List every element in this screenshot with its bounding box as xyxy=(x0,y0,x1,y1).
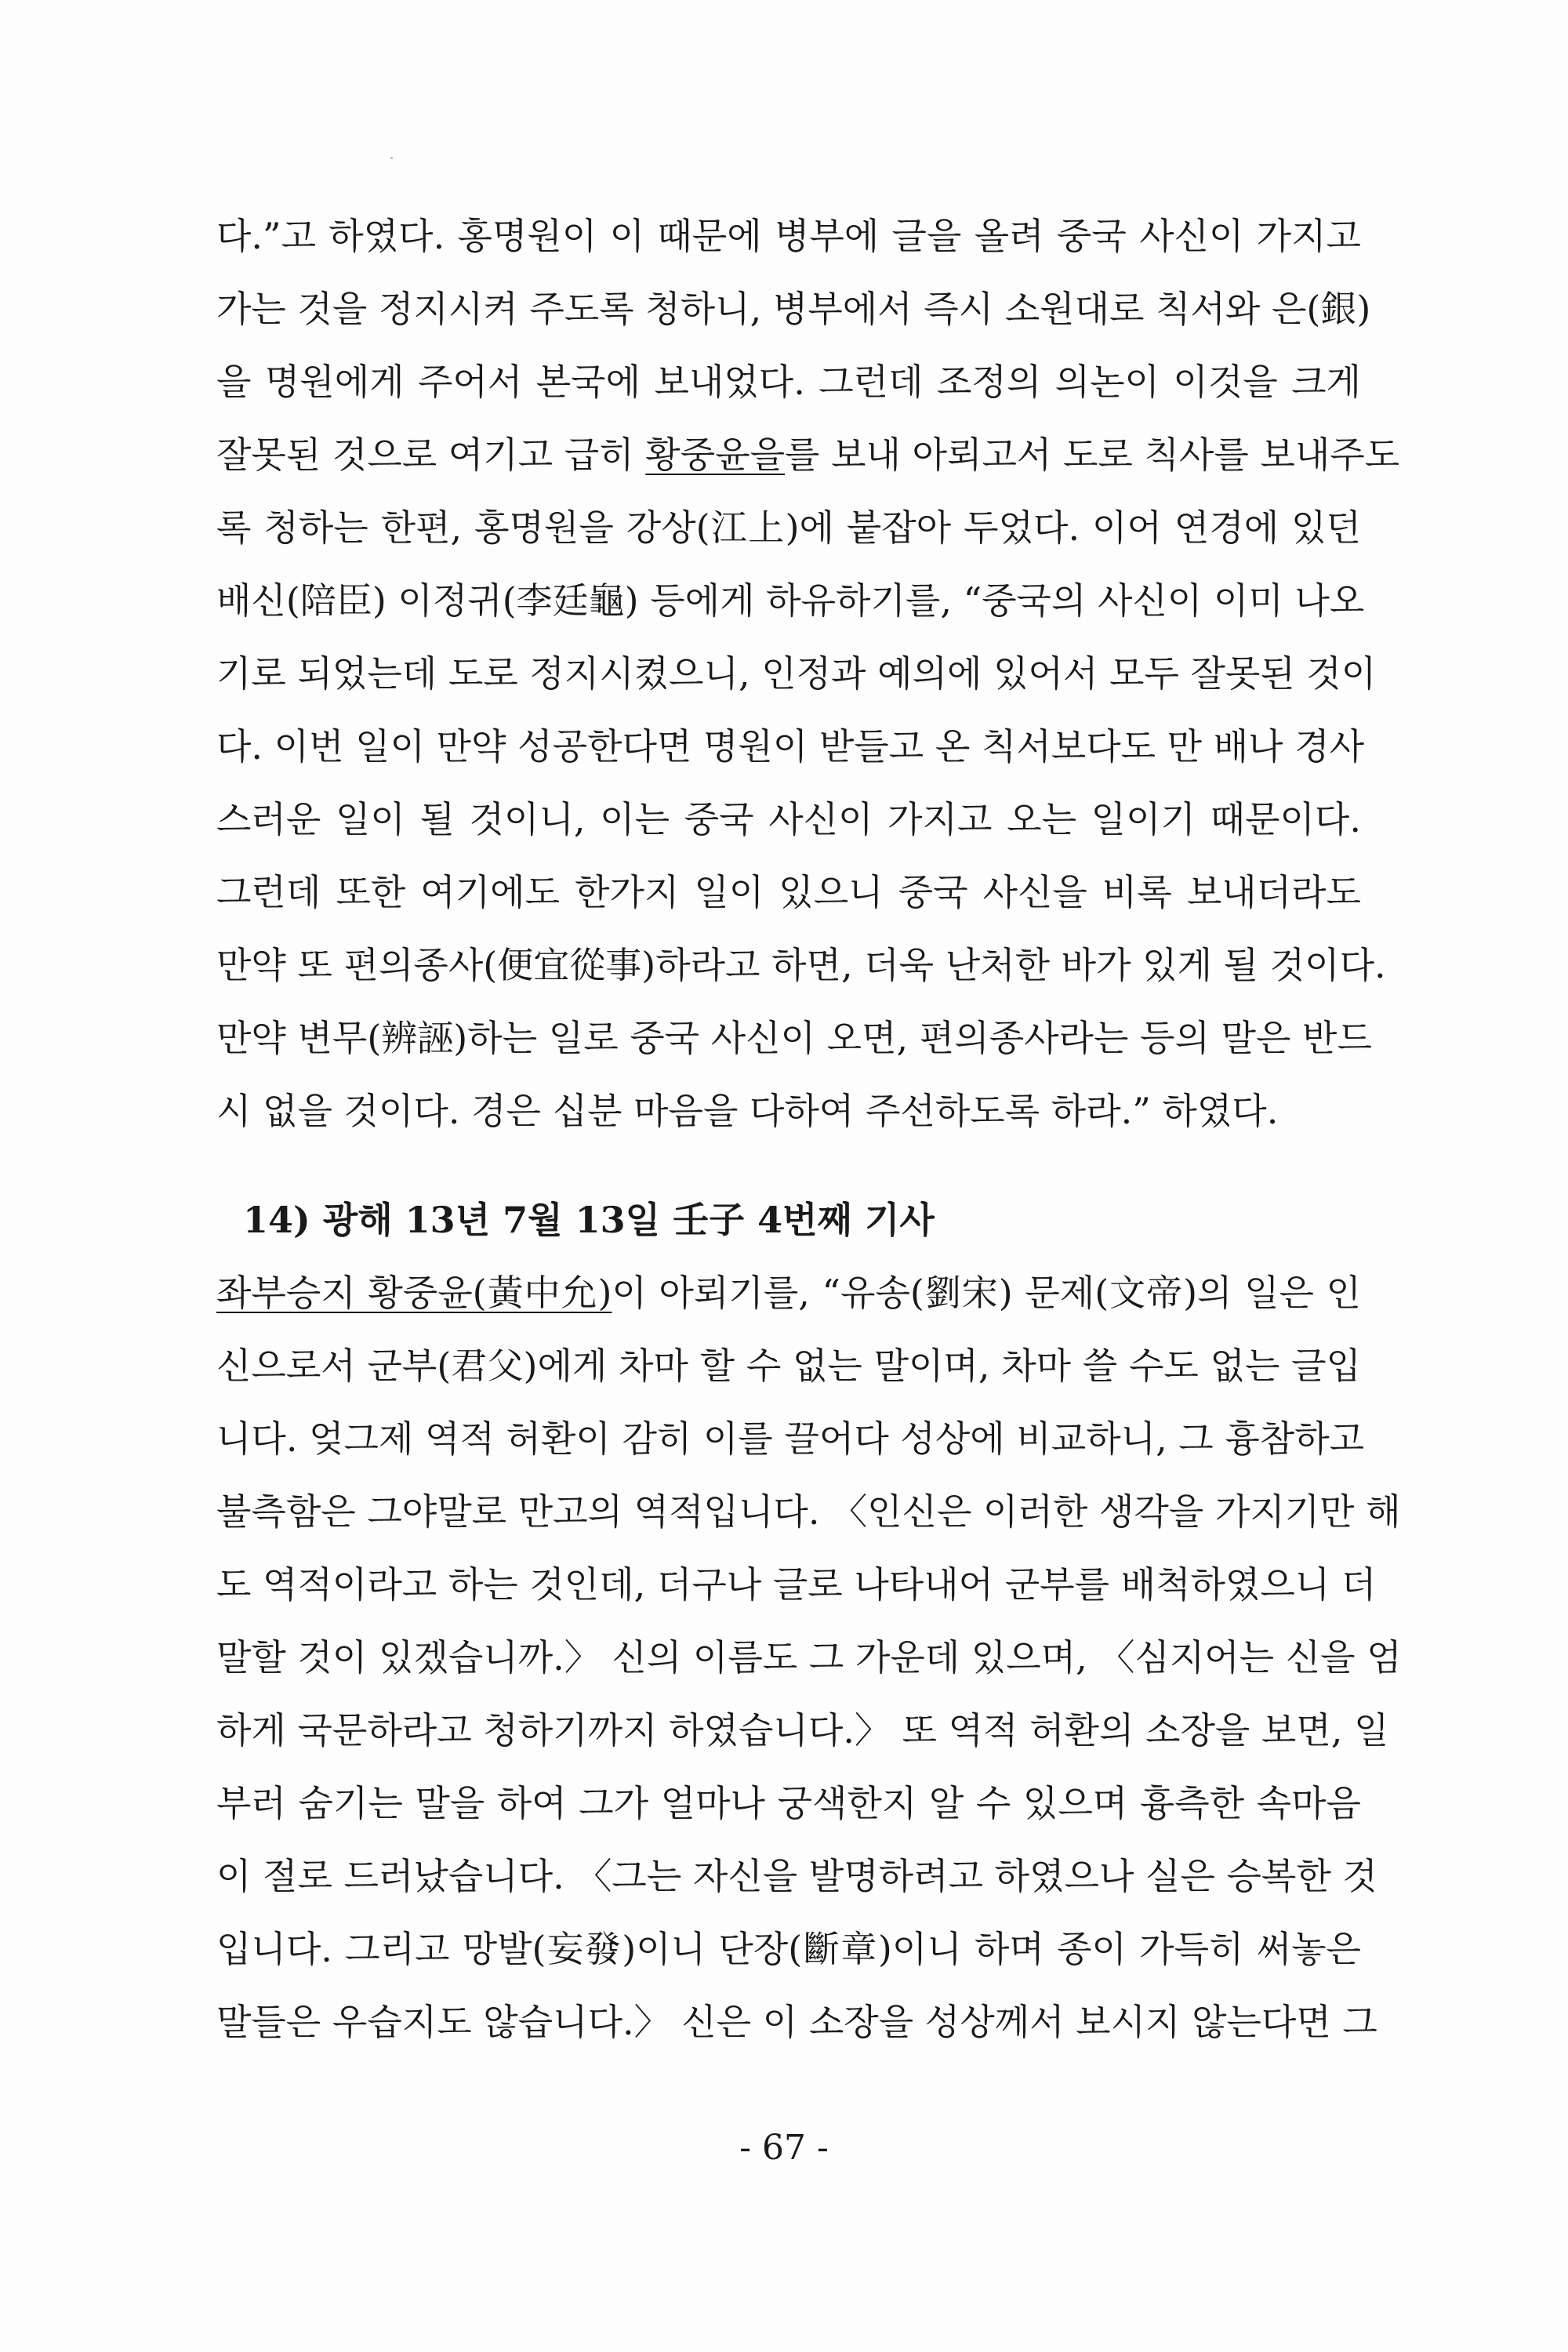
text-line: 시 없을 것이다. 경은 십분 마음을 다하여 주선하도록 하라.” 하였다. xyxy=(216,1090,1279,1132)
text-line: 신으로서 군부(君父)에게 차마 할 수 없는 말이며, 차마 쓸 수도 없는 글입 xyxy=(216,1345,1361,1387)
text-line: 다.”고 하였다. 홍명원이 이 때문에 병부에 글을 올려 중국 사신이 가지고 xyxy=(216,215,1361,257)
text-line: 을 명원에게 주어서 본국에 보내었다. 그런데 조정의 의논이 이것을 크게 xyxy=(216,361,1361,403)
scan-speck xyxy=(390,157,393,159)
text-line-segment: 를 보내 아뢰고서 도로 칙사를 보내주도 xyxy=(785,434,1400,476)
text-line: 말할 것이 있겠습니까.〉 신의 이름도 그 가운데 있으며, 〈심지어는 신을 엄 xyxy=(216,1636,1402,1679)
text-line: 기로 되었는데 도로 정지시켰으니, 인정과 예의에 있어서 모두 잘못된 것이 xyxy=(216,652,1377,695)
text-line: 스러운 일이 될 것이니, 이는 중국 사신이 가지고 오는 일이기 때문이다. xyxy=(216,798,1361,840)
text-line: 다. 이번 일이 만약 성공한다면 명원이 받들고 온 칙서보다도 만 배나 경사 xyxy=(216,725,1365,768)
text-line: 가는 것을 정지시켜 주도록 청하니, 병부에서 즉시 소원대로 칙서와 은(銀) xyxy=(216,288,1371,330)
text-line: 만약 변무(辨誣)하는 일로 중국 사신이 오면, 편의종사라는 등의 말은 반드 xyxy=(216,1017,1372,1059)
page-number: - 67 - xyxy=(739,2128,829,2168)
text-line: 배신(陪臣) 이정귀(李廷龜) 등에게 하유하기를, “중국의 사신이 이미 나오 xyxy=(216,579,1365,622)
text-line: 부러 숨기는 말을 하여 그가 얼마나 궁색한지 알 수 있으며 흉측한 속마음 xyxy=(216,1782,1361,1824)
text-line: 도 역적이라고 하는 것인데, 더구나 글로 나타내어 군부를 배척하였으니 더 xyxy=(216,1563,1377,1606)
underlined-title: 좌부승지 황중윤(黃中允) xyxy=(216,1272,612,1314)
text-line: 록 청하는 한편, 홍명원을 강상(江上)에 붙잡아 두었다. 이어 연경에 있던 xyxy=(216,506,1361,549)
underlined-name: 황중윤을 xyxy=(645,434,786,476)
text-line: 입니다. 그리고 망발(妄發)이니 단장(斷章)이니 하며 종이 가득히 써놓은 xyxy=(216,1928,1361,1970)
section-heading: 14) 광해 13년 7월 13일 壬子 4번째 기사 xyxy=(243,1199,935,1241)
text-line xyxy=(216,1257,1361,1330)
text-line-segment: 이 아뢰기를, “유송(劉宋) 문제(文帝)의 일은 인 xyxy=(612,1272,1361,1314)
text-line: 그런데 또한 여기에도 한가지 일이 있으니 중국 사신을 비록 보내더라도 xyxy=(216,871,1361,913)
paragraph-continuation xyxy=(216,200,1400,1148)
text-line-segment: 잘못된 것으로 여기고 급히 xyxy=(216,434,646,476)
text-line: 하게 국문하라고 청하기까지 하였습니다.〉 또 역적 허환의 소장을 보면, 일 xyxy=(216,1709,1389,1751)
text-line: 불측함은 그야말로 만고의 역적입니다. 〈인신은 이러한 생각을 가지기만 해 xyxy=(216,1490,1401,1533)
text-line: 말들은 우습지도 않습니다.〉 신은 이 소장을 성상께서 보시지 않는다면 그 xyxy=(216,2001,1377,2043)
text-line: 만약 또 편의종사(便宜從事)하라고 하면, 더욱 난처한 바가 있게 될 것이다. xyxy=(216,944,1386,986)
text-line: 이 절로 드러났습니다. 〈그는 자신을 발명하려고 하였으나 실은 승복한 것 xyxy=(216,1855,1377,1897)
article-paragraph xyxy=(216,1257,1402,2059)
text-line: 니다. 엊그제 역적 허환이 감히 이를 끌어다 성상에 비교하니, 그 흉참하고 xyxy=(216,1417,1365,1460)
text-line xyxy=(216,419,1400,492)
